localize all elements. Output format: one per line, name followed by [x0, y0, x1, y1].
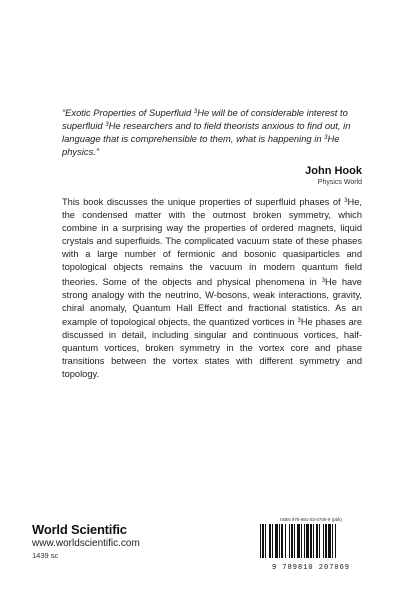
barcode-bar — [328, 524, 331, 558]
barcode-graphic — [258, 524, 364, 558]
barcode-block — [258, 517, 364, 572]
quote-attribution — [305, 165, 362, 186]
book-description — [62, 195, 362, 381]
barcode-bar — [323, 524, 324, 558]
barcode-bar — [297, 524, 300, 558]
barcode-bar — [316, 524, 318, 558]
barcode-bar — [265, 524, 266, 558]
superscript: 3 — [193, 109, 198, 115]
publisher-name: World Scientific — [32, 522, 127, 537]
publisher-url: www.worldscientific.com — [32, 538, 140, 549]
barcode-bar — [335, 524, 336, 558]
barcode-bar — [279, 524, 280, 558]
description-text: He phases are discussed in detail, including singular and continuous vortices, half-quantum vortices, broken symmetry in the vortex core and phase transitions between the vortex states with different symmetry and topology. — [62, 316, 363, 380]
barcode-bar — [289, 524, 290, 558]
superscript: 3 — [324, 135, 328, 141]
barcode-bar — [269, 524, 271, 558]
barcode-bar — [272, 524, 273, 558]
quote-text: He researchers and to field theorists anxious to find out, in language that is comprehensible to them, what is happening in — [62, 120, 351, 144]
superscript: 3 — [344, 198, 348, 204]
barcode-bar — [281, 524, 283, 558]
barcode-bar — [301, 524, 302, 558]
description-text: He have strong analogy with the neutrino, W-bosons, weak interactions, gravity, chiral anomaly, Quantum Hall Effect and fractional statistics. As an example of topological objects, the quantized vortices in — [62, 276, 362, 327]
description-text: He, the condensed matter with the outmost broken symmetry, which combine in a surprising way the properties of ordered magnets, liquid crystals and superfluids. The complicated vacuum state of these phases with a large number of fermionic and bosonic quasiparticles and topological objects remains the vacuum in modern quantum field theories. Some of the objects and physical phenomena in — [62, 197, 362, 287]
barcode-bar — [310, 524, 312, 558]
barcode-bar — [262, 524, 264, 558]
barcode-bar — [260, 524, 261, 558]
barcode-bar — [275, 524, 278, 558]
superscript: 3 — [105, 122, 109, 128]
barcode-bar — [313, 524, 314, 558]
attribution-source: Physics World — [317, 179, 362, 186]
isbn-label: ISBN 978-981-02-0708-9 (pbk) — [280, 517, 342, 522]
review-quote — [62, 106, 362, 158]
barcode-bar — [332, 524, 333, 558]
barcode-bar — [294, 524, 295, 558]
barcode-bar — [325, 524, 327, 558]
quote-text: “Exotic Properties of Superfluid — [62, 107, 194, 118]
barcode-bar — [306, 524, 309, 558]
barcode-bar — [304, 524, 305, 558]
quote-text: He physics.” — [62, 133, 340, 157]
barcode-bar — [285, 524, 286, 558]
product-code: 1439 sc — [32, 551, 59, 560]
quote-text: He will be of considerable interest to superfluid — [62, 107, 348, 131]
publisher-block — [32, 522, 140, 560]
description-text: This book discusses the unique properties of superfluid phases of — [62, 197, 345, 207]
barcode-bar — [291, 524, 293, 558]
superscript: 3 — [297, 317, 301, 324]
barcode-digits: 9 789810 207069 — [271, 564, 350, 572]
barcode-bar — [319, 524, 320, 558]
superscript: 3 — [321, 277, 326, 284]
attribution-name: John Hook — [305, 165, 362, 177]
